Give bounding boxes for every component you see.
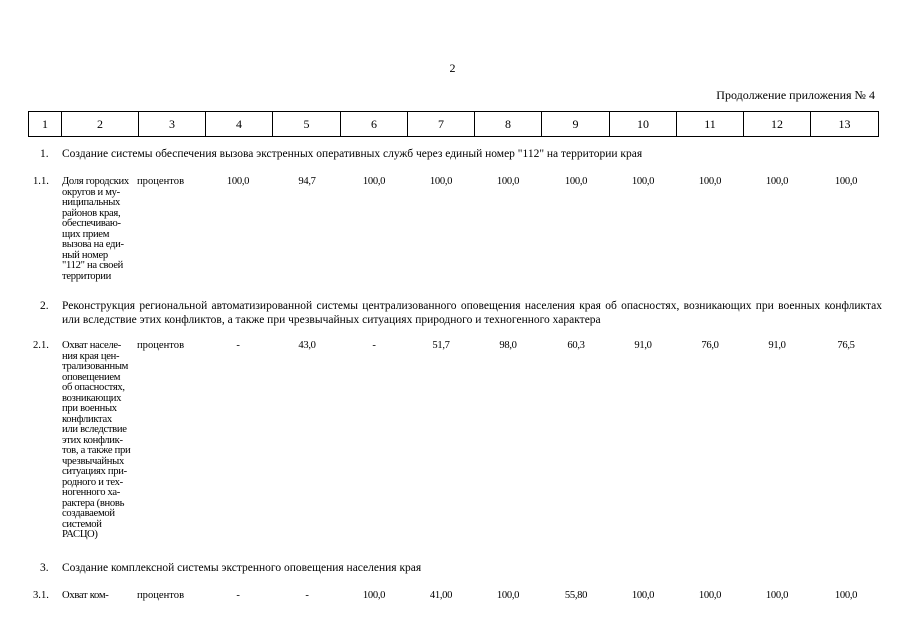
header-cell: 12 xyxy=(744,112,811,137)
header-cell: 8 xyxy=(475,112,542,137)
continuation-label: Продолжение приложения № 4 xyxy=(716,88,875,102)
indicator-name-line: об опасностях, xyxy=(62,382,125,393)
indicator-name-line: Охват населе- xyxy=(62,340,122,351)
value-cell: 76,0 xyxy=(701,340,719,351)
indicator-name-line: Охват ком- xyxy=(62,590,109,601)
section-title: Создание системы обеспечения вызова экстренных оперативных служб через единый номер "112" на территории края xyxy=(62,148,643,160)
value-cell: - xyxy=(236,590,240,601)
value-cell: 51,7 xyxy=(432,340,450,351)
indicator-name-line: ный номер xyxy=(62,249,108,261)
value-cell: - xyxy=(305,590,309,601)
indicator-name-line: родного и тех- xyxy=(62,476,123,488)
value-cell: 55,80 xyxy=(564,590,588,601)
value-cell: 100,0 xyxy=(496,176,520,187)
value-cell: 100,0 xyxy=(834,590,858,601)
indicator-name-line: при военных xyxy=(62,403,117,414)
section-number: 1. xyxy=(40,148,49,160)
header-cell: 3 xyxy=(139,112,206,137)
indicator-name-line: "112" на своей xyxy=(62,260,124,271)
indicator-name-line: конфликтах xyxy=(62,413,112,425)
indicator-name-line: ния края цен- xyxy=(62,350,120,362)
value-cell: 100,0 xyxy=(429,176,453,187)
value-cell: 76,5 xyxy=(837,340,855,351)
indicator-name-line: ногенного ха- xyxy=(62,487,121,498)
value-cell: 100,0 xyxy=(362,176,386,187)
value-cell: 100,0 xyxy=(698,590,722,601)
value-cell: 91,0 xyxy=(634,340,652,351)
indicator-name xyxy=(62,591,140,602)
value-cell: - xyxy=(372,340,376,351)
header-cell: 7 xyxy=(408,112,475,137)
indicator-name-line: рактера (вновь xyxy=(62,497,125,509)
value-cell: 100,0 xyxy=(362,590,386,601)
section-number: 3. xyxy=(40,562,49,574)
value-cell: 100,0 xyxy=(631,590,655,601)
value-cell: 100,0 xyxy=(226,176,250,187)
value-cell: - xyxy=(236,340,240,351)
header-cell: 4 xyxy=(206,112,273,137)
header-cell: 1 xyxy=(29,112,62,137)
indicator-name-line: щих прием xyxy=(62,228,110,240)
indicator-name-line: создаваемой xyxy=(62,508,115,519)
value-cell: 94,7 xyxy=(298,176,316,187)
row-number: 1.1. xyxy=(33,176,49,187)
indicator-name-line: оповещением xyxy=(62,371,121,383)
header-cell: 2 xyxy=(62,112,139,137)
indicator-name-line: трализованным xyxy=(62,361,129,372)
indicator-name xyxy=(62,341,140,541)
value-cell: 41,00 xyxy=(429,590,453,601)
indicator-name-line: районов края, xyxy=(62,207,121,219)
header-cell: 9 xyxy=(542,112,610,137)
header-cell: 11 xyxy=(677,112,744,137)
value-cell: 100,0 xyxy=(564,176,588,187)
page-number: 2 xyxy=(449,61,456,75)
row-number: 2.1. xyxy=(33,340,49,351)
indicator-name-line: вызова на еди- xyxy=(62,239,124,250)
value-cell: 100,0 xyxy=(834,176,858,187)
value-cell: 100,0 xyxy=(765,590,789,601)
indicator-name-line: ниципальных xyxy=(62,197,121,208)
indicator-name-line: возникающих xyxy=(62,392,122,404)
section-number: 2. xyxy=(40,300,49,312)
header-row xyxy=(29,112,879,137)
section-title: Создание комплексной системы экстренного оповещения населения края xyxy=(62,562,422,574)
indicator-name-line: или вследствие xyxy=(62,424,127,435)
value-cell: 60,3 xyxy=(567,340,585,351)
value-cell: 43,0 xyxy=(298,340,316,351)
indicator-name-line: системой xyxy=(62,518,102,530)
header-cell: 13 xyxy=(811,112,879,137)
indicator-name-line: ситуациях при- xyxy=(62,466,127,477)
header-cell: 10 xyxy=(610,112,677,137)
unit-label: процентов xyxy=(137,340,185,351)
indicator-name-line: округов и му- xyxy=(62,186,120,198)
row-number: 3.1. xyxy=(33,590,49,601)
value-cell: 100,0 xyxy=(698,176,722,187)
header-cell: 5 xyxy=(273,112,341,137)
value-cell: 100,0 xyxy=(765,176,789,187)
indicator-name-line: обеспечиваю- xyxy=(62,218,121,229)
section-title: Реконструкция региональной автоматизированной системы централизованного оповещения населения края об опасностях, возникающих при военных конфликтах или вследствие этих конфликтов, а также при чрезвычайных ситуациях природного и техногенного характера xyxy=(62,300,882,326)
value-cell: 100,0 xyxy=(496,590,520,601)
column-number-header xyxy=(28,111,879,137)
value-cell: 98,0 xyxy=(499,340,517,351)
indicator-name-line: чрезвычайных xyxy=(62,455,124,467)
indicator-name xyxy=(62,177,140,282)
header-cell: 6 xyxy=(341,112,408,137)
indicator-name-line: Доля городских xyxy=(62,176,129,187)
value-cell: 100,0 xyxy=(631,176,655,187)
indicator-name-line: тов, а также при xyxy=(62,445,131,456)
indicator-name-line: РАСЦО) xyxy=(62,529,98,540)
unit-label: процентов xyxy=(137,176,185,187)
indicator-name-line: территории xyxy=(62,270,112,282)
value-cell: 91,0 xyxy=(768,340,786,351)
unit-label: процентов xyxy=(137,590,185,601)
indicator-name-line: этих конфлик- xyxy=(62,434,123,446)
